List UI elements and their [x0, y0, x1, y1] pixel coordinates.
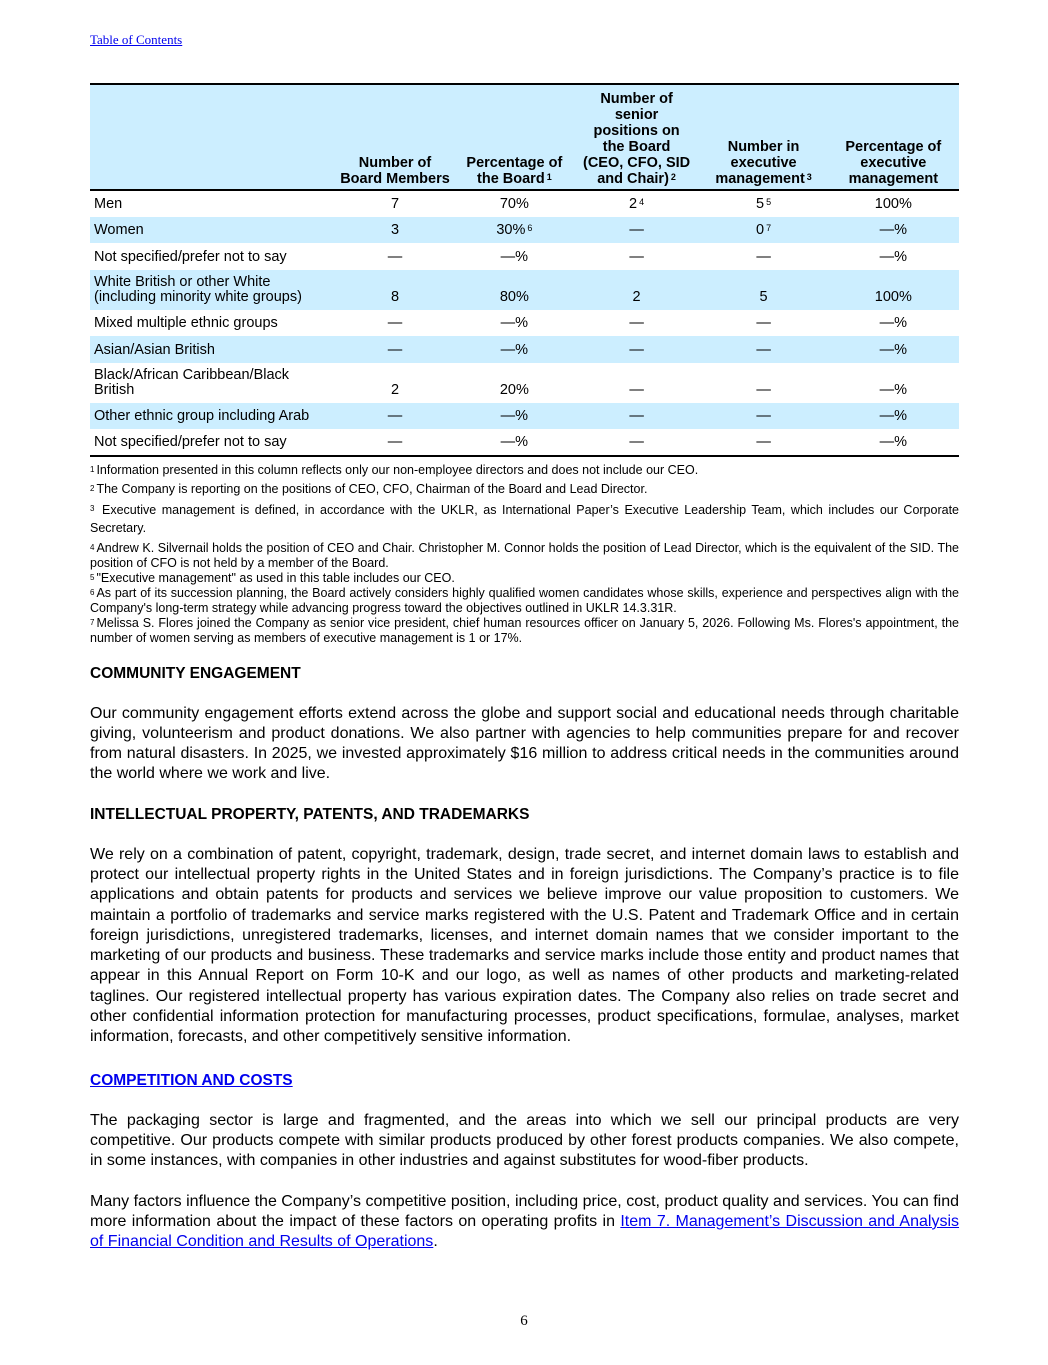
row-label: Mixed multiple ethnic groups [94, 315, 278, 331]
table-row [90, 270, 959, 310]
cell-c4: — [756, 315, 771, 331]
cell-c5: —% [879, 315, 907, 331]
cell-c5: —% [879, 381, 907, 398]
cell-c4: 5 [700, 270, 828, 310]
cell-c2: 20% [499, 381, 529, 398]
cell-c2: —% [455, 429, 573, 456]
cell-c3: — [574, 217, 700, 244]
cell-c5: 100% [828, 270, 959, 310]
cell-c3: — [629, 248, 644, 265]
community-engagement-body: Our community engagement efforts extend across the globe and support social and educational needs through charitable giving, volunteerism and product donations. We also partner with agencies to help communities prepare for and recover from natural disasters. In 2025, we invested approximately $16 million to address critical needs in the communities around the world where we work and live. [90, 704, 959, 783]
cell-c5: —% [828, 429, 959, 456]
cell-c4: — [756, 381, 771, 398]
footnote-ref: 7 [766, 223, 772, 233]
header-board-percentage: Percentage of the Board $^1$ [455, 84, 573, 190]
cell-c1: — [387, 248, 403, 265]
footnote-ref: 5 [766, 196, 772, 207]
table-row [90, 310, 959, 337]
footnote-7: $^7$ Melissa S. Flores joined the Company as senior vice president, chief human resources officer on January 5, 2026. Following Ms. Flores's appointment, the number of women serving as members of executive management is 1 or 17%. [90, 615, 959, 645]
cell-c1: — [387, 315, 403, 331]
cell-c1: — [335, 336, 455, 363]
community-engagement-heading: COMMUNITY ENGAGEMENT [90, 664, 301, 682]
header-board-members: Number of Board Members [335, 84, 455, 190]
cell-c4: — [756, 248, 771, 265]
cell-c3: — [629, 381, 644, 398]
diversity-table [90, 83, 959, 457]
header-label-col [90, 84, 335, 190]
cell-c3: — [629, 315, 644, 331]
table-row [90, 363, 959, 403]
table-of-contents-link[interactable]: Table of Contents [90, 32, 183, 47]
cell-c1: 7 [390, 195, 400, 212]
table-row [90, 336, 959, 363]
competition-body-1: The packaging sector is large and fragmented, and the areas into which we sell our principal products are very competitive. Our products compete with similar products produced by other forest products companies. We also compete, in some instances, with companies in other industries and against substitutes for wood-fiber products. [90, 1111, 959, 1170]
footnote-5: $^5$ "Executive management" as used in this table includes our CEO. [90, 570, 455, 585]
cell-c3: — [574, 336, 700, 363]
cell-c1: — [335, 403, 455, 430]
cell-c2: —% [500, 315, 529, 331]
cell-c2: —% [455, 336, 573, 363]
table-row [90, 217, 959, 244]
page-content [90, 83, 959, 1252]
cell-c2: —% [500, 248, 529, 265]
intellectual-property-heading: INTELLECTUAL PROPERTY, PATENTS, AND TRADEMARKS [90, 805, 530, 823]
cell-c1: 3 [335, 217, 455, 244]
cell-c5: —% [828, 217, 959, 244]
row-label: White British or other White (including minority white groups) [90, 270, 335, 310]
row-label: Women [90, 217, 335, 244]
cell-c3: 2 [574, 270, 700, 310]
footnote-ref: 4 [639, 196, 645, 207]
footnote-ref: 1 [546, 172, 552, 182]
footnote-6: $^6$ As part of its succession planning, the Board actively considers highly qualified women candidates whose skills, experience and perspectives align with the Company's long-term strategy while advancing progress toward the objectives outlined in UKLR 14.3.31R. [90, 585, 959, 615]
cell-c3: — [574, 403, 700, 430]
footnote-ref: 3 [806, 172, 812, 182]
row-label: Other ethnic group including Arab [90, 403, 335, 430]
cell-c4: 0 $^7$ [700, 217, 828, 244]
row-label: Not specified/prefer not to say [94, 248, 287, 265]
competition-and-costs-heading-link[interactable]: COMPETITION AND COSTS [90, 1071, 293, 1089]
cell-c4: — [700, 336, 828, 363]
footnote-ref: 2 [670, 172, 676, 182]
cell-c4: 5 $^5$ [756, 195, 772, 212]
cell-c3: — [574, 429, 700, 456]
footnote-2: $^2$ The Company is reporting on the positions of CEO, CFO, Chairman of the Board and Lead Director. [90, 481, 648, 496]
row-label: Men [94, 195, 123, 212]
header-senior-positions: Number of senior positions on the Board (CEO, CFO, SID and Chair) $^2$ [574, 84, 700, 190]
table-row [90, 243, 959, 270]
row-label: Black/African Caribbean/Black British [94, 366, 290, 398]
item-7-mdna-link[interactable]: Item 7. Management’s Discussion and Analysis of Financial Condition and Results of Operations [90, 1212, 960, 1251]
table-header-row [90, 84, 959, 190]
table-row [90, 190, 959, 217]
table-row [90, 403, 959, 430]
row-label: Asian/Asian British [90, 336, 335, 363]
competition-body-2: Many factors influence the Company’s competitive position, including price, cost, product quality and services. You can find more information about the impact of these factors on operating profits in Item 7. Management’s Discussion and Analysis of Financial Condition and Results of Operations. [90, 1192, 960, 1251]
footnote-4: $^4$ Andrew K. Silvernail holds the position of CEO and Chair. Christopher M. Connor holds the position of Lead Director, which is the equivalent of the SID. The position of CFO is not held by a member of the Board. [90, 540, 959, 570]
footnote-1: $^1$ Information presented in this column reflects only our non-employee directors and does not include our CEO. [90, 462, 699, 477]
footnote-ref: 6 [527, 223, 533, 233]
page-number: 6 [520, 1313, 528, 1329]
cell-c2: —% [455, 403, 573, 430]
cell-c1: 2 [390, 381, 400, 398]
cell-c2: 70% [499, 195, 529, 212]
cell-c3: 2 $^4$ [629, 195, 645, 212]
table-row [90, 429, 959, 456]
cell-c1: — [335, 429, 455, 456]
intellectual-property-body: We rely on a combination of patent, copyright, trademark, design, trade secret, and internet domain laws to establish and protect our intellectual property rights in the United States and in foreign jurisdictions. The Company’s practice is to file applications and obtain patents for products and services we believe improve our value proposition to customers. We maintain a portfolio of trademarks and service marks registered with the U.S. Patent and Trademark Office and in certain foreign jurisdictions, unregistered trademarks, licenses, and internet domain names that we consider important to the marketing of our products and business. These trademarks and service marks include those entity and product names that appear in this Annual Report on Form 10-K and our logo, as well as names of other products and marketing-related taglines. Our registered intellectual property has various expiration dates. The Company also relies on trade secret and other confidential information protection for manufacturing processes, product specifications, formulae, analyses, market information, forecasts, and other competitively sensitive information. [90, 845, 959, 1046]
cell-c5: —% [879, 248, 907, 265]
header-exec-number: Number in executive management $^3$ [700, 84, 828, 190]
cell-c2: 30% $^6$ [455, 217, 573, 244]
footnote-3: $^3$ Executive management is defined, in accordance with the UKLR, as International Paper’s Executive Leadership Team, which includes our Corporate Secretary. [90, 502, 959, 535]
cell-c5: —% [828, 403, 959, 430]
cell-c4: — [700, 403, 828, 430]
row-label: Not specified/prefer not to say [90, 429, 335, 456]
cell-c4: — [700, 429, 828, 456]
cell-c1: 8 [335, 270, 455, 310]
cell-c5: 100% [874, 195, 912, 212]
header-exec-percentage: Percentage of executive management [828, 84, 959, 190]
cell-c2: 80% [455, 270, 573, 310]
cell-c5: —% [828, 336, 959, 363]
table-footnotes [90, 463, 959, 646]
